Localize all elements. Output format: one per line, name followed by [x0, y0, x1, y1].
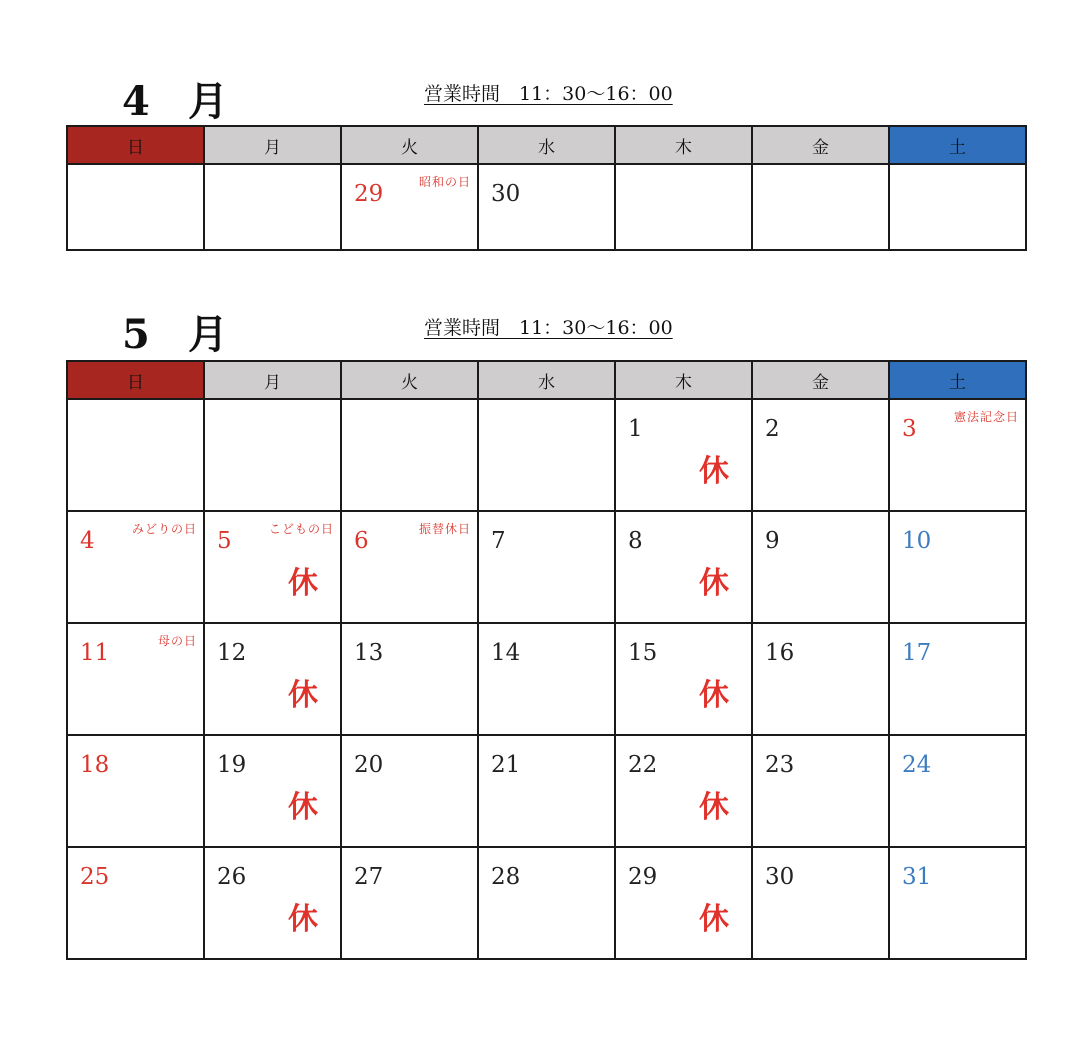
week-row: [67, 735, 1026, 847]
day-number: 31: [902, 864, 932, 890]
day-cell: [615, 735, 752, 847]
day-cell: [752, 623, 889, 735]
day-number: 29: [354, 181, 384, 207]
closed-mark: 休: [288, 790, 318, 825]
month-title-april: [122, 70, 230, 127]
week-row: [67, 511, 1026, 623]
day-number: 23: [765, 752, 795, 778]
day-number: 7: [491, 528, 506, 554]
day-number: 26: [217, 864, 247, 890]
day-number: 11: [80, 640, 110, 666]
holiday-label: こどもの日: [268, 522, 334, 536]
day-cell: [67, 164, 204, 250]
month-title-may: [122, 303, 230, 360]
weekday-header: 木: [615, 361, 752, 399]
closed-mark: 休: [288, 678, 318, 713]
weekday-header: 日: [67, 361, 204, 399]
day-number: 28: [491, 864, 521, 890]
day-cell: [478, 623, 615, 735]
day-cell: [478, 511, 615, 623]
day-cell: [341, 399, 478, 511]
closed-mark: 休: [699, 678, 729, 713]
day-cell: [204, 399, 341, 511]
day-cell: [752, 511, 889, 623]
day-cell: [67, 847, 204, 959]
closed-mark: 休: [288, 566, 318, 601]
weekday-header: 火: [341, 361, 478, 399]
day-number: 13: [354, 640, 384, 666]
day-cell: [341, 623, 478, 735]
day-cell: [752, 164, 889, 250]
holiday-label: 憲法記念日: [953, 410, 1019, 424]
closed-mark: 休: [699, 566, 729, 601]
day-number: 6: [354, 528, 369, 554]
weekday-header: 土: [889, 126, 1026, 164]
day-number: 8: [628, 528, 643, 554]
day-cell: [67, 735, 204, 847]
weekday-header: 木: [615, 126, 752, 164]
day-number: 16: [765, 640, 795, 666]
weekday-header: 月: [204, 126, 341, 164]
weekday-header-row: [67, 126, 1026, 164]
day-cell: [615, 847, 752, 959]
day-number: 19: [217, 752, 247, 778]
day-number: 21: [491, 752, 521, 778]
day-cell: [341, 735, 478, 847]
week-row: [67, 164, 1026, 250]
day-cell: [889, 511, 1026, 623]
weekday-header: 水: [478, 361, 615, 399]
day-cell: [615, 511, 752, 623]
holiday-label: 振替休日: [418, 522, 471, 536]
week-row: [67, 847, 1026, 959]
day-number: 14: [491, 640, 521, 666]
day-number: 5: [217, 528, 232, 554]
day-cell: [752, 847, 889, 959]
holiday-label: 母の日: [157, 634, 197, 648]
day-cell: [204, 847, 341, 959]
calendar-may: [66, 360, 1027, 960]
day-cell: [341, 847, 478, 959]
business-hours-may: 営業時間 11：30〜16：00: [424, 317, 673, 339]
day-number: 1: [628, 416, 643, 442]
day-number: 17: [902, 640, 932, 666]
day-cell: [341, 164, 478, 250]
closed-mark: 休: [699, 790, 729, 825]
month-number: 5: [122, 311, 152, 358]
day-cell: [478, 164, 615, 250]
day-cell: [67, 511, 204, 623]
day-cell: [752, 399, 889, 511]
day-number: 27: [354, 864, 384, 890]
day-number: 2: [765, 416, 780, 442]
day-number: 18: [80, 752, 110, 778]
day-cell: [204, 511, 341, 623]
day-cell: [889, 399, 1026, 511]
weekday-header: 水: [478, 126, 615, 164]
day-cell: [478, 847, 615, 959]
day-cell: [204, 623, 341, 735]
day-cell: [889, 164, 1026, 250]
day-number: 24: [902, 752, 932, 778]
day-cell: [341, 511, 478, 623]
day-number: 30: [491, 181, 521, 207]
day-number: 25: [80, 864, 110, 890]
day-number: 15: [628, 640, 658, 666]
weekday-header: 火: [341, 126, 478, 164]
week-row: [67, 623, 1026, 735]
weekday-header-row: [67, 361, 1026, 399]
day-cell: [615, 623, 752, 735]
closed-mark: 休: [699, 454, 729, 489]
day-number: 12: [217, 640, 247, 666]
month-unit: 月: [188, 311, 230, 358]
day-cell: [478, 735, 615, 847]
month-unit: 月: [188, 78, 230, 125]
weekday-header: 月: [204, 361, 341, 399]
day-cell: [889, 735, 1026, 847]
closed-mark: 休: [699, 902, 729, 937]
closed-mark: 休: [288, 902, 318, 937]
day-number: 3: [902, 416, 917, 442]
business-hours-april: 営業時間 11：30〜16：00: [424, 83, 673, 105]
month-number: 4: [122, 78, 152, 125]
day-cell: [67, 399, 204, 511]
day-cell: [204, 735, 341, 847]
day-cell: [204, 164, 341, 250]
calendar-april: [66, 125, 1027, 251]
day-cell: [615, 399, 752, 511]
day-cell: [889, 847, 1026, 959]
holiday-label: 昭和の日: [418, 175, 471, 189]
day-number: 9: [765, 528, 780, 554]
day-number: 4: [80, 528, 95, 554]
day-cell: [752, 735, 889, 847]
day-number: 22: [628, 752, 658, 778]
day-cell: [67, 623, 204, 735]
day-cell: [615, 164, 752, 250]
day-number: 30: [765, 864, 795, 890]
weekday-header: 金: [752, 361, 889, 399]
weekday-header: 金: [752, 126, 889, 164]
weekday-header: 日: [67, 126, 204, 164]
weekday-header: 土: [889, 361, 1026, 399]
day-number: 29: [628, 864, 658, 890]
day-number: 10: [902, 528, 932, 554]
day-number: 20: [354, 752, 384, 778]
day-cell: [889, 623, 1026, 735]
week-row: [67, 399, 1026, 511]
holiday-label: みどりの日: [131, 522, 197, 536]
day-cell: [478, 399, 615, 511]
